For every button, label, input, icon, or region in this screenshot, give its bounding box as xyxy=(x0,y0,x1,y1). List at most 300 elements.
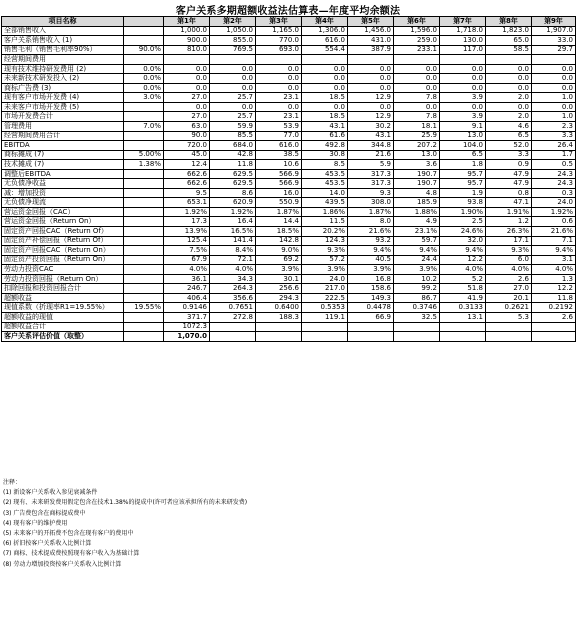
cell-value: 8.4% xyxy=(210,246,256,256)
cell-value: 30.8 xyxy=(302,150,348,160)
cell-value: 125.4 xyxy=(164,236,210,246)
cell-value: 32.5 xyxy=(394,312,440,322)
cell-value: 684.0 xyxy=(210,141,256,151)
cell-value: 0.0 xyxy=(210,64,256,74)
table-row xyxy=(2,293,576,303)
cell-value: 1.87% xyxy=(348,207,394,217)
cell-value: 4.6 xyxy=(486,122,532,132)
cell-value: 0.0 xyxy=(302,83,348,93)
cell-value: 25.7 xyxy=(210,112,256,122)
cell-value: 1072.3 xyxy=(164,322,210,332)
cell-value: 14.4 xyxy=(256,217,302,227)
cell-value xyxy=(532,332,576,342)
footnote-line: (6) 折旧按客户关系收入比例计算 xyxy=(3,540,92,548)
page-title: 客户关系多期超额收益法估算表—年度平均余额法 xyxy=(175,6,401,17)
cell-value: 32.0 xyxy=(440,236,486,246)
cell-value: 21.6 xyxy=(348,150,394,160)
cell-value: 0.0 xyxy=(394,74,440,84)
cell-value xyxy=(210,322,256,332)
cell-value: 1,596.0 xyxy=(394,26,440,36)
cell-value: 616.0 xyxy=(256,141,302,151)
cell-value: 95.7 xyxy=(440,179,486,189)
cell-value: 3.1 xyxy=(532,255,576,265)
row-label: 全部销售收入 xyxy=(2,26,124,36)
cell-value: 40.5 xyxy=(348,255,394,265)
table-row xyxy=(2,102,576,112)
cell-value: 188.3 xyxy=(256,312,302,322)
cell-value: 66.9 xyxy=(348,312,394,322)
cell-value: 21.6% xyxy=(348,227,394,237)
cell-value: 629.5 xyxy=(210,179,256,189)
header-year: 第1年 xyxy=(164,17,210,27)
cell-value: 1.87% xyxy=(256,207,302,217)
cell-value: 42.8 xyxy=(210,150,256,160)
table-row xyxy=(2,207,576,217)
cell-value: 720.0 xyxy=(164,141,210,151)
row-rate: 0.0% xyxy=(124,83,164,93)
row-label: 销售毛利（销售毛利率90%） xyxy=(2,45,124,55)
row-rate: 0.0% xyxy=(124,64,164,74)
table-row xyxy=(2,188,576,198)
row-label: 营运资金回报（CAC） xyxy=(2,207,124,217)
row-label: 固定资产投资回报（Return On） xyxy=(2,255,124,265)
cell-value: 7.8 xyxy=(394,112,440,122)
cell-value: 158.6 xyxy=(348,284,394,294)
cell-value: 9.0% xyxy=(256,246,302,256)
cell-value: 90.0 xyxy=(164,131,210,141)
cell-value: 566.9 xyxy=(256,169,302,179)
row-rate xyxy=(124,141,164,151)
cell-value: 233.1 xyxy=(394,45,440,55)
row-rate xyxy=(124,284,164,294)
cell-value: 0.0 xyxy=(440,64,486,74)
row-label: 劳动力投资回报（Return On） xyxy=(2,274,124,284)
table-row xyxy=(2,122,576,132)
row-rate xyxy=(124,131,164,141)
cell-value: 149.3 xyxy=(348,293,394,303)
header-rate xyxy=(124,17,164,27)
table-body xyxy=(2,17,576,342)
cell-value xyxy=(348,55,394,65)
row-label: 劳动力投资CAC xyxy=(2,265,124,275)
table-row xyxy=(2,312,576,322)
cell-value: 24.6% xyxy=(440,227,486,237)
cell-value: 4.8 xyxy=(394,188,440,198)
row-label: 营运资金回报（Return On） xyxy=(2,217,124,227)
cell-value: 1.2 xyxy=(486,217,532,227)
table-row xyxy=(2,36,576,46)
row-label: 未来客户市场开发费 (5) xyxy=(2,102,124,112)
cell-value: 190.7 xyxy=(394,169,440,179)
cell-value: 51.8 xyxy=(440,284,486,294)
cell-value: 2.6 xyxy=(486,274,532,284)
footnote-line: 注释： xyxy=(3,479,22,486)
cell-value: 0.0 xyxy=(210,83,256,93)
cell-value: 256.6 xyxy=(256,284,302,294)
cell-value: 1.0 xyxy=(532,93,576,103)
cell-value: 18.5 xyxy=(302,93,348,103)
cell-value: 23.1 xyxy=(256,112,302,122)
cell-value: 25.7 xyxy=(210,93,256,103)
cell-value: 9.1 xyxy=(440,122,486,132)
cell-value: 16.0 xyxy=(256,188,302,198)
cell-value: 47.1 xyxy=(486,198,532,208)
cell-value xyxy=(256,322,302,332)
cell-value xyxy=(440,55,486,65)
cell-value: 1,000.0 xyxy=(164,26,210,36)
row-rate xyxy=(124,322,164,332)
cell-value: 3.9% xyxy=(394,265,440,275)
footnote-line: (1) 新设客户关系收入参见衰减条件 xyxy=(3,489,98,497)
cell-value: 0.0 xyxy=(394,83,440,93)
cell-value: 24.0 xyxy=(532,198,576,208)
row-label: 无负债净收益 xyxy=(2,179,124,189)
cell-value: 0.0 xyxy=(210,102,256,112)
cell-value: 10.6 xyxy=(256,160,302,170)
cell-value: 616.0 xyxy=(302,36,348,46)
cell-value: 0.0 xyxy=(256,74,302,84)
cell-value: 317.3 xyxy=(348,169,394,179)
cell-value: 317.3 xyxy=(348,179,394,189)
cell-value: 453.5 xyxy=(302,169,348,179)
cell-value: 431.0 xyxy=(348,36,394,46)
cell-value: 0.0 xyxy=(348,83,394,93)
row-label: EBITDA xyxy=(2,141,124,151)
cell-value: 2.6 xyxy=(532,312,576,322)
cell-value: 0.0 xyxy=(210,74,256,84)
cell-value: 3.6 xyxy=(394,160,440,170)
footnote-line: (4) 现有客户的维护费用 xyxy=(3,519,68,527)
cell-value: 4.0% xyxy=(486,265,532,275)
cell-value: 47.9 xyxy=(486,169,532,179)
row-rate: 7.0% xyxy=(124,122,164,132)
footnote-line: (8) 劳动力增加投资按客户关系收入比例计算 xyxy=(3,560,122,568)
cell-value xyxy=(394,322,440,332)
row-label: 减：增加投资 xyxy=(2,188,124,198)
cell-value: 11.8 xyxy=(210,160,256,170)
header-year: 第8年 xyxy=(486,17,532,27)
cell-value: 20.1 xyxy=(486,293,532,303)
cell-value: 104.0 xyxy=(440,141,486,151)
row-rate xyxy=(124,265,164,275)
header-year: 第9年 xyxy=(532,17,576,27)
cell-value: 1,456.0 xyxy=(348,26,394,36)
table-row xyxy=(2,83,576,93)
cell-value: 0.0 xyxy=(164,102,210,112)
cell-value: 0.0 xyxy=(486,64,532,74)
row-label: 商标广告费 (3) xyxy=(2,83,124,93)
cell-value: 24.4 xyxy=(394,255,440,265)
cell-value: 1.8 xyxy=(440,160,486,170)
cell-value: 0.0 xyxy=(394,64,440,74)
cell-value: 43.1 xyxy=(348,131,394,141)
cell-value: 1.91% xyxy=(486,207,532,217)
row-rate xyxy=(124,55,164,65)
table-row xyxy=(2,141,576,151)
row-rate xyxy=(124,207,164,217)
valuation-table xyxy=(1,16,576,342)
table-row xyxy=(2,303,576,313)
cell-value: 11.5 xyxy=(302,217,348,227)
cell-value: 453.5 xyxy=(302,179,348,189)
cell-value: 67.9 xyxy=(164,255,210,265)
cell-value: 4.9 xyxy=(394,217,440,227)
row-rate xyxy=(124,227,164,237)
header-year: 第5年 xyxy=(348,17,394,27)
cell-value: 1.90% xyxy=(440,207,486,217)
cell-value: 246.7 xyxy=(164,284,210,294)
cell-value: 9.3% xyxy=(486,246,532,256)
cell-value: 86.7 xyxy=(394,293,440,303)
cell-value: 5.3 xyxy=(486,312,532,322)
cell-value: 0.0 xyxy=(440,102,486,112)
row-label: 经营期间费用合计 xyxy=(2,131,124,141)
cell-value: 0.6400 xyxy=(256,303,302,313)
cell-value: 77.0 xyxy=(256,131,302,141)
cell-value: 9.4% xyxy=(394,246,440,256)
cell-value: 0.5353 xyxy=(302,303,348,313)
cell-value: 554.4 xyxy=(302,45,348,55)
cell-value: 9.3 xyxy=(348,188,394,198)
row-label: 商标摊成 (7) xyxy=(2,150,124,160)
cell-value: 2.5 xyxy=(440,217,486,227)
cell-value: 294.3 xyxy=(256,293,302,303)
cell-value xyxy=(302,322,348,332)
cell-value: 99.2 xyxy=(394,284,440,294)
cell-value: 770.0 xyxy=(256,36,302,46)
cell-value: 21.6% xyxy=(532,227,576,237)
table-row xyxy=(2,322,576,332)
row-label: 无负债净现流 xyxy=(2,198,124,208)
cell-value: 59.9 xyxy=(210,122,256,132)
cell-value: 0.9146 xyxy=(164,303,210,313)
cell-value: 662.6 xyxy=(164,169,210,179)
cell-value: 1.3 xyxy=(532,274,576,284)
cell-value xyxy=(302,55,348,65)
cell-value xyxy=(210,55,256,65)
cell-value: 18.1 xyxy=(394,122,440,132)
row-label: 超额收益的现值 xyxy=(2,312,124,322)
cell-value: 207.2 xyxy=(394,141,440,151)
table-row xyxy=(2,64,576,74)
cell-value: 0.0 xyxy=(348,102,394,112)
cell-value xyxy=(394,55,440,65)
row-rate: 3.0% xyxy=(124,93,164,103)
cell-value: 2.0 xyxy=(486,93,532,103)
cell-value: 0.8 xyxy=(486,188,532,198)
cell-value: 6.0 xyxy=(486,255,532,265)
row-rate xyxy=(124,217,164,227)
cell-value: 141.4 xyxy=(210,236,256,246)
cell-value: 24.3 xyxy=(532,179,576,189)
cell-value: 371.7 xyxy=(164,312,210,322)
table-row xyxy=(2,332,576,342)
cell-value xyxy=(164,55,210,65)
cell-value: 0.5 xyxy=(532,160,576,170)
header-year: 第7年 xyxy=(440,17,486,27)
cell-value xyxy=(440,322,486,332)
cell-value xyxy=(486,322,532,332)
table-row xyxy=(2,74,576,84)
cell-value: 65.0 xyxy=(486,36,532,46)
row-label: 超额收益合计 xyxy=(2,322,124,332)
footnote-line: (2) 现有、未来研发费用假定包含在技术1.38%的提成中(许可者应该承担所有的未来研发费) xyxy=(3,499,248,507)
cell-value: 3.9 xyxy=(440,93,486,103)
table-row xyxy=(2,179,576,189)
row-label: 技术摊成 (7) xyxy=(2,160,124,170)
cell-value: 1.88% xyxy=(394,207,440,217)
footnote-line: (7) 商标、技术提成费按照现有客户收入为基础计算 xyxy=(3,550,140,558)
cell-value: 124.3 xyxy=(302,236,348,246)
cell-value: 69.2 xyxy=(256,255,302,265)
cell-value: 95.7 xyxy=(440,169,486,179)
cell-value xyxy=(256,332,302,342)
cell-value: 3.9% xyxy=(348,265,394,275)
cell-value: 855.0 xyxy=(210,36,256,46)
cell-value: 13.9% xyxy=(164,227,210,237)
table-row xyxy=(2,150,576,160)
cell-value: 38.5 xyxy=(256,150,302,160)
cell-value: 47.9 xyxy=(486,179,532,189)
cell-value: 1.9 xyxy=(440,188,486,198)
cell-value xyxy=(486,55,532,65)
cell-value: 344.8 xyxy=(348,141,394,151)
cell-value: 406.4 xyxy=(164,293,210,303)
cell-value: 27.0 xyxy=(164,112,210,122)
cell-value: 57.2 xyxy=(302,255,348,265)
cell-value: 34.3 xyxy=(210,274,256,284)
cell-value: 0.3133 xyxy=(440,303,486,313)
row-label: 现有客户市场开发费 (4) xyxy=(2,93,124,103)
cell-value xyxy=(256,55,302,65)
cell-value: 264.3 xyxy=(210,284,256,294)
cell-value: 58.5 xyxy=(486,45,532,55)
cell-value: 7.8 xyxy=(394,93,440,103)
cell-value: 550.9 xyxy=(256,198,302,208)
row-label: 固定资产回报CAC（Return On） xyxy=(2,246,124,256)
cell-value: 8.0 xyxy=(348,217,394,227)
cell-value: 10.2 xyxy=(394,274,440,284)
cell-value: 0.0 xyxy=(164,64,210,74)
cell-value xyxy=(348,332,394,342)
cell-value: 629.5 xyxy=(210,169,256,179)
cell-value: 0.0 xyxy=(440,83,486,93)
cell-value: 5.2 xyxy=(440,274,486,284)
cell-value: 0.0 xyxy=(348,74,394,84)
cell-value: 566.9 xyxy=(256,179,302,189)
cell-value: 9.5 xyxy=(164,188,210,198)
cell-value: 20.2% xyxy=(302,227,348,237)
cell-value: 14.0 xyxy=(302,188,348,198)
cell-value: 0.0 xyxy=(302,74,348,84)
table-row xyxy=(2,227,576,237)
cell-value xyxy=(532,322,576,332)
cell-value: 29.7 xyxy=(532,45,576,55)
cell-value: 810.0 xyxy=(164,45,210,55)
cell-value: 9.4% xyxy=(532,246,576,256)
cell-value: 2.3 xyxy=(532,122,576,132)
cell-value: 0.0 xyxy=(256,83,302,93)
cell-value: 1,050.0 xyxy=(210,26,256,36)
row-rate: 1.38% xyxy=(124,160,164,170)
cell-value xyxy=(394,332,440,342)
cell-value xyxy=(440,332,486,342)
cell-value: 142.8 xyxy=(256,236,302,246)
row-rate xyxy=(124,293,164,303)
cell-value: 12.9 xyxy=(348,93,394,103)
cell-value: 17.3 xyxy=(164,217,210,227)
header-row xyxy=(2,17,576,27)
cell-value: 0.2621 xyxy=(486,303,532,313)
cell-value: 1,070.0 xyxy=(164,332,210,342)
row-rate xyxy=(124,198,164,208)
cell-value: 0.0 xyxy=(348,64,394,74)
cell-value: 0.0 xyxy=(256,102,302,112)
header-item-name: 项目名称 xyxy=(2,17,124,27)
cell-value: 0.0 xyxy=(532,64,576,74)
header-year: 第3年 xyxy=(256,17,302,27)
cell-value: 0.0 xyxy=(486,102,532,112)
table-row xyxy=(2,55,576,65)
cell-value: 900.0 xyxy=(164,36,210,46)
cell-value: 693.0 xyxy=(256,45,302,55)
cell-value: 9.4% xyxy=(348,246,394,256)
cell-value: 45.0 xyxy=(164,150,210,160)
cell-value: 387.9 xyxy=(348,45,394,55)
footnote-line: (5) 未来客户的开拓费不包含在现有客户的费用中 xyxy=(3,530,134,538)
cell-value: 59.7 xyxy=(394,236,440,246)
cell-value: 25.9 xyxy=(394,131,440,141)
table-row xyxy=(2,284,576,294)
cell-value: 85.5 xyxy=(210,131,256,141)
cell-value: 356.6 xyxy=(210,293,256,303)
cell-value: 16.4 xyxy=(210,217,256,227)
cell-value: 117.0 xyxy=(440,45,486,55)
cell-value: 1,907.0 xyxy=(532,26,576,36)
cell-value: 13.0 xyxy=(440,131,486,141)
cell-value: 12.2 xyxy=(440,255,486,265)
cell-value: 4.0% xyxy=(210,265,256,275)
cell-value: 0.0 xyxy=(486,74,532,84)
row-label: 经营期间费用 xyxy=(2,55,124,65)
cell-value: 23.1% xyxy=(394,227,440,237)
cell-value: 653.1 xyxy=(164,198,210,208)
row-label: 管理费用 xyxy=(2,122,124,132)
row-label: 客户关系评估价值（取整） xyxy=(2,332,124,342)
cell-value: 23.1 xyxy=(256,93,302,103)
header-year: 第4年 xyxy=(302,17,348,27)
cell-value: 6.5 xyxy=(440,150,486,160)
cell-value: 7.5% xyxy=(164,246,210,256)
cell-value: 0.0 xyxy=(164,74,210,84)
cell-value: 7.1 xyxy=(532,236,576,246)
row-rate xyxy=(124,274,164,284)
row-label: 固定资产回报CAC（Return Of） xyxy=(2,227,124,237)
row-rate xyxy=(124,332,164,342)
cell-value: 63.0 xyxy=(164,122,210,132)
cell-value: 12.2 xyxy=(532,284,576,294)
cell-value: 0.0 xyxy=(532,83,576,93)
cell-value: 0.3746 xyxy=(394,303,440,313)
row-rate xyxy=(124,169,164,179)
cell-value: 4.0% xyxy=(532,265,576,275)
cell-value: 272.8 xyxy=(210,312,256,322)
table-row xyxy=(2,274,576,284)
cell-value: 36.1 xyxy=(164,274,210,284)
header-year: 第6年 xyxy=(394,17,440,27)
cell-value xyxy=(486,332,532,342)
row-rate: 90.0% xyxy=(124,45,164,55)
